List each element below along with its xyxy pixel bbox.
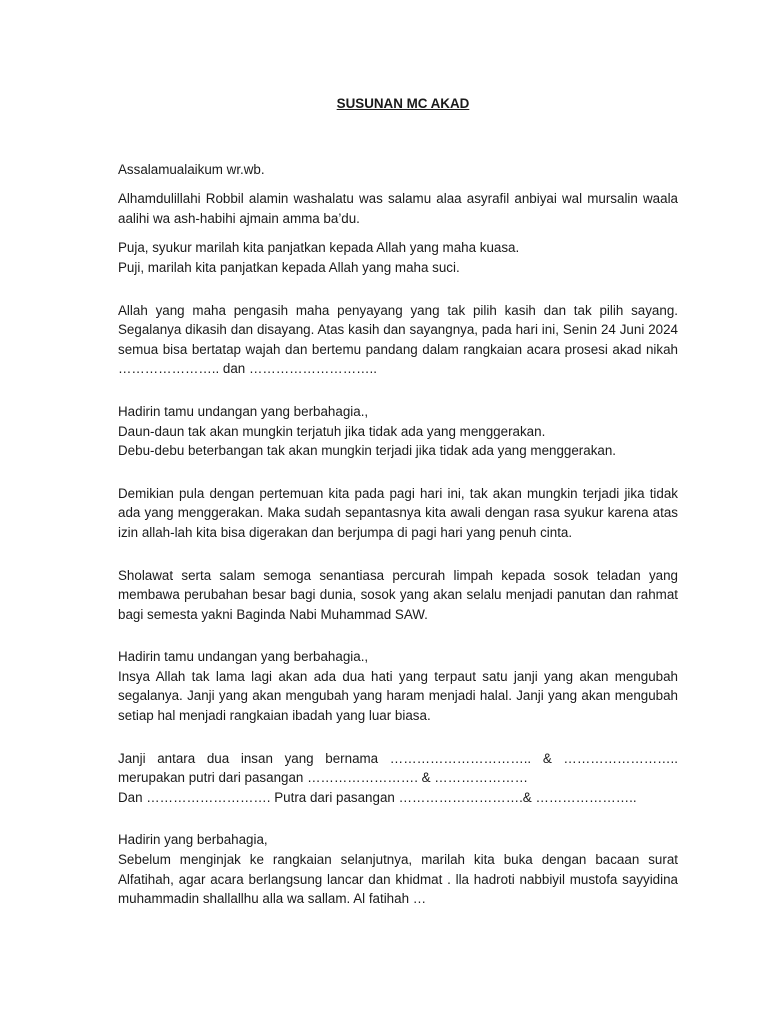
audience-greeting-block (118, 402, 678, 461)
greeting: Assalamualaikum wr.wb. (118, 161, 265, 177)
groom-line: Dan ………………………. Putra dari pasangan ……………………….& ………………….. (118, 789, 637, 805)
alfatihah-paragraph: Sebelum menginjak ke rangkaian selanjutnya, marilah kita buka dengan bacaan surat Alfatihah, agar acara berlangsung lancar dan khidmat . lla hadroti nabbiyil mustofa sayyidina muhammadin shallallhu alla wa sallam. Al fatihah … (118, 852, 678, 907)
leaves-line: Daun-daun tak akan mungkin terjatuh jika tidak ada yang menggerakan. (118, 423, 546, 439)
dust-line: Debu-debu beterbangan tak akan mungkin terjadi jika tidak ada yang menggerakan. (118, 443, 617, 459)
promise-block (118, 647, 678, 725)
promise-paragraph: Insya Allah tak lama lagi akan ada dua hati yang terpaut satu janji yang akan mengubah segalanya. Janji yang akan mengubah yang haram menjadi halal. Janji yang akan mengubah setiap hal menjadi rangkaian ibadah yang luar biasa. (118, 668, 678, 724)
praise-line-1: Puja, syukur marilah kita panjatkan kepada Allah yang maha kuasa. (118, 240, 520, 256)
praise-block (118, 238, 678, 277)
audience-greeting-3: Hadirin yang berbahagia, (118, 832, 268, 848)
opening-prayer: Alhamdulillahi Robbil alamin washalatu was salamu alaa asyrafil anbiyai wal mursalin waala aalihi wa ash-habihi ajmain amma ba’du. (118, 191, 678, 226)
closing-block (118, 830, 678, 908)
paragraph-allah: Allah yang maha pengasih maha penyayang yang tak pilih kasih dan tak pilih sayang. Segalanya dikasih dan disayang. Atas kasih dan sayangnya, pada hari ini, Senin 24 Juni 2024 semua bisa bertatap wajah dan bertemu pandang dalam rangkaian acara prosesi akad nikah ………………….. dan ……………………….. (118, 302, 678, 377)
audience-greeting-1: Hadirin tamu undangan yang berbahagia., (118, 403, 369, 419)
bride-line: Janji antara dua insan yang bernama ………………………….. & …………………….. merupakan putri dari pasangan ……………………. & ………………… (118, 750, 678, 786)
paragraph-meeting: Demikian pula dengan pertemuan kita pada pagi hari ini, tak akan mungkin terjadi jika tidak ada yang menggerakan. Maka sudah sepantasnya kita awali dengan rasa syukur karena atas izin allah-lah kita bisa digerakan dan berjumpa di pagi hari yang penuh cinta. (118, 485, 678, 540)
document-title: SUSUNAN MC AKAD (336, 96, 470, 111)
paragraph-sholawat: Sholawat serta salam semoga senantiasa percurah limpah kepada sosok teladan yang membawa perubahan besar bagi dunia, sosok yang akan selalu menjadi panutan dan rahmat bagi semesta yakni Baginda Nabi Muhammad SAW. (118, 567, 678, 622)
praise-line-2: Puji, marilah kita panjatkan kepada Allah yang maha suci. (118, 259, 460, 275)
names-block (118, 749, 678, 808)
audience-greeting-2: Hadirin tamu undangan yang berbahagia., (118, 649, 369, 665)
